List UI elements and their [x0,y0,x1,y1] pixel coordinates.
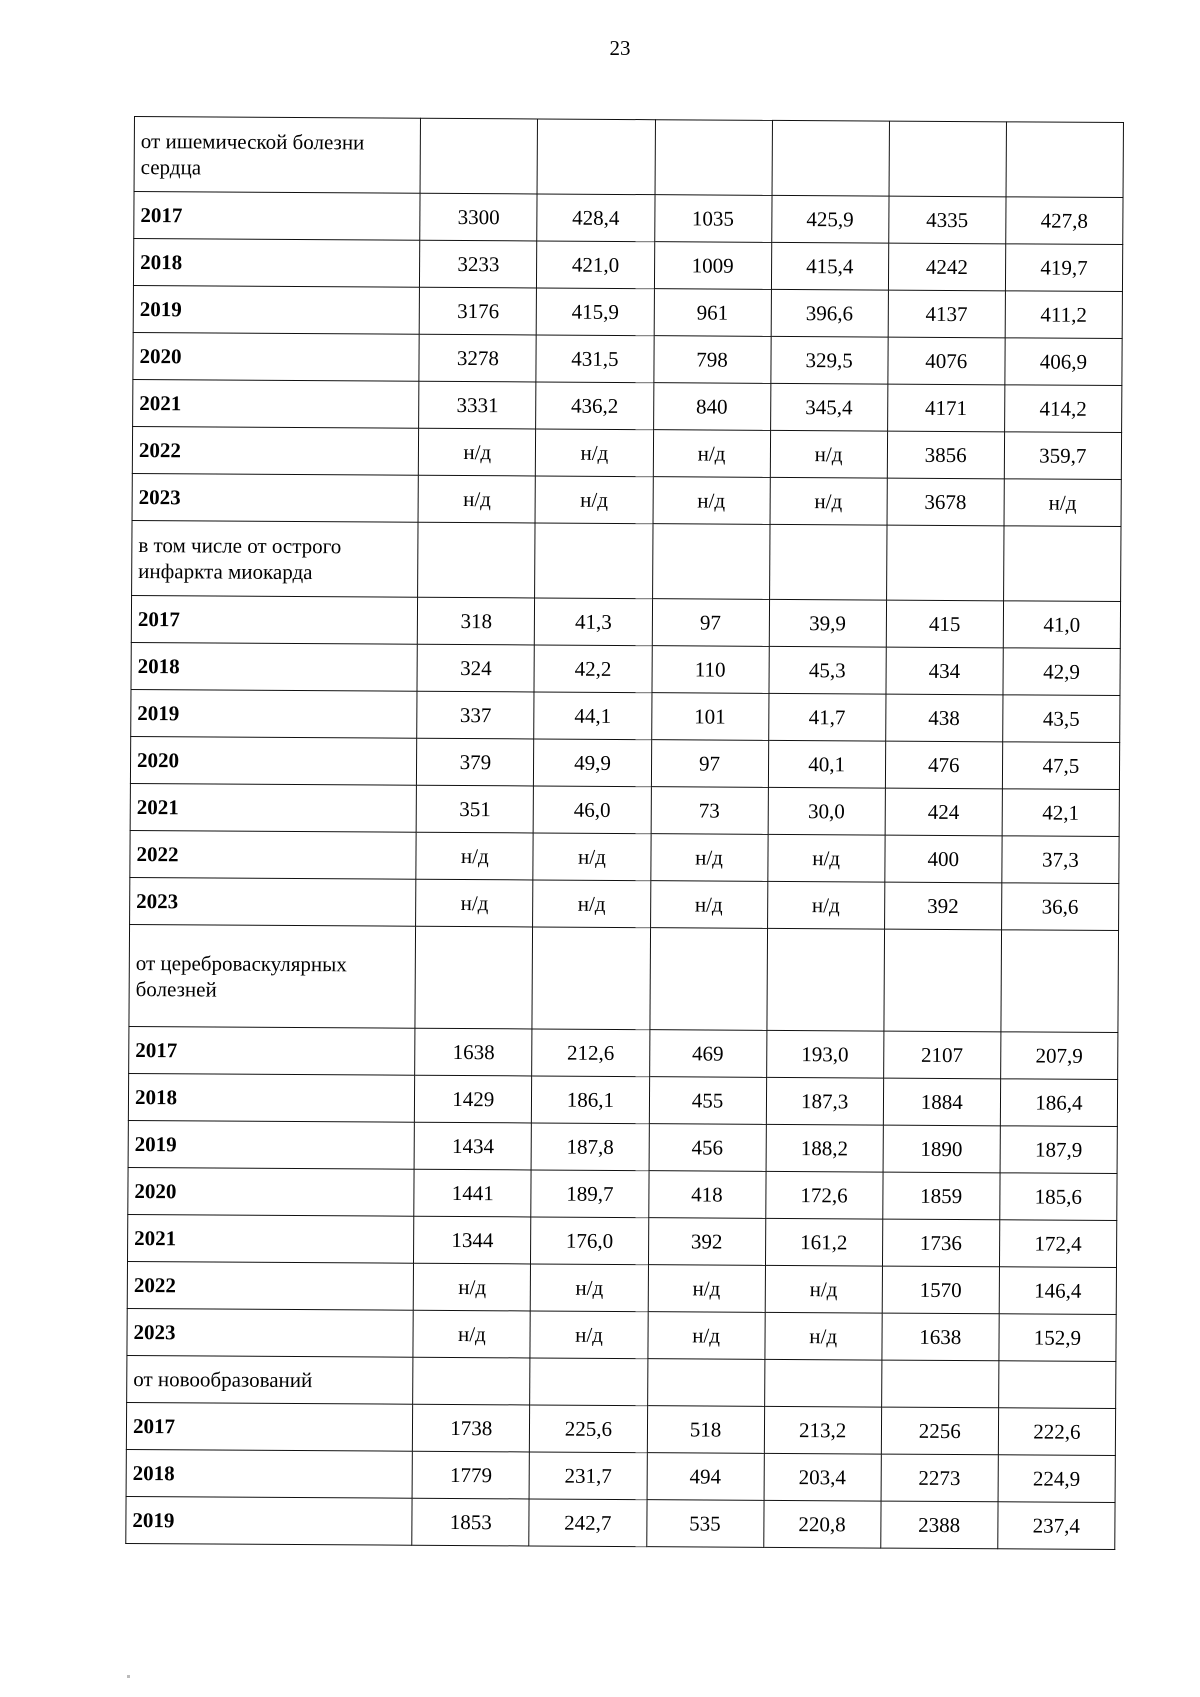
empty-cell [537,119,655,195]
year-cell: 2021 [128,1214,415,1263]
table-row [126,1496,1115,1549]
value-cell: 427,8 [1006,197,1123,245]
table-row [130,877,1119,930]
table-row [128,1214,1117,1267]
empty-cell [881,1360,998,1408]
empty-cell [532,927,650,1030]
value-cell: 351 [416,785,533,833]
value-cell: 476 [885,741,1002,789]
value-cell: 4171 [887,384,1004,432]
value-cell: 438 [885,694,1002,742]
empty-cell [647,1359,764,1407]
year-cell: 2023 [127,1308,414,1357]
year-cell: 2020 [133,332,420,381]
value-cell: 3856 [887,431,1004,479]
value-cell: 225,6 [530,1405,647,1453]
value-cell: н/д [765,1312,882,1360]
value-cell: 406,9 [1005,338,1122,386]
section-header-row [127,1355,1116,1408]
year-cell: 2017 [129,1026,416,1075]
value-cell: 798 [653,336,770,384]
value-cell: 37,3 [1002,836,1119,884]
value-cell: 3331 [419,381,536,429]
value-cell: 97 [652,599,769,647]
table-row [132,473,1121,526]
value-cell: 415,4 [771,242,888,290]
value-cell: н/д [770,477,887,525]
year-cell: 2022 [130,830,417,879]
table-row [130,830,1119,883]
empty-cell [767,928,885,1031]
value-cell: 97 [651,740,768,788]
value-cell: 2107 [883,1031,1000,1079]
table-row [126,1449,1115,1502]
empty-cell [655,120,773,196]
value-cell: 329,5 [770,336,887,384]
table-row [133,379,1122,432]
value-cell: н/д [1004,479,1121,527]
value-cell: 39,9 [769,599,886,647]
value-cell: 1035 [654,195,771,243]
year-cell: 2023 [132,473,419,522]
value-cell: 40,1 [768,740,885,788]
value-cell: 421,0 [537,241,654,289]
value-cell: 1736 [882,1219,999,1267]
value-cell: 207,9 [1000,1032,1117,1080]
value-cell: 318 [418,597,535,645]
scan-speck [127,1675,130,1678]
value-cell: 359,7 [1004,432,1121,480]
year-cell: 2021 [133,379,420,428]
value-cell: 49,9 [534,739,651,787]
value-cell: 161,2 [765,1218,882,1266]
table-row [131,595,1120,648]
value-cell: 172,6 [765,1171,882,1219]
value-cell: н/д [648,1265,765,1313]
value-cell: 242,7 [529,1499,646,1547]
value-cell: н/д [767,881,884,929]
value-cell: н/д [416,879,533,927]
year-cell: 2020 [128,1167,415,1216]
year-cell: 2021 [130,783,417,832]
empty-cell [530,1358,647,1406]
value-cell: 41,7 [768,693,885,741]
empty-cell [420,118,538,194]
value-cell: 1429 [415,1075,532,1123]
value-cell: 1434 [414,1122,531,1170]
year-cell: 2019 [133,285,420,334]
value-cell: 2388 [880,1501,997,1549]
empty-cell [1001,930,1119,1033]
value-cell: 189,7 [531,1170,648,1218]
value-cell: 186,4 [1000,1079,1117,1127]
empty-cell [772,120,890,196]
empty-cell [1006,122,1124,198]
value-cell: 4335 [888,196,1005,244]
value-cell: н/д [653,430,770,478]
value-cell: 415 [886,600,1003,648]
section-label: от цереброваскулярных болезней [129,924,416,1028]
empty-cell [998,1361,1115,1409]
table-row [126,1402,1115,1455]
value-cell: 2256 [881,1407,998,1455]
value-cell: 3233 [420,240,537,288]
table-row [132,426,1121,479]
value-cell: 45,3 [769,646,886,694]
year-cell: 2018 [133,239,420,288]
value-cell: н/д [650,834,767,882]
value-cell: 518 [647,1406,764,1454]
table-row [133,285,1122,338]
page-number: 23 [609,36,631,60]
value-cell: 41,3 [535,598,652,646]
value-cell: 203,4 [764,1453,881,1501]
value-cell: 425,9 [771,195,888,243]
year-cell: 2019 [126,1496,413,1545]
value-cell: 1853 [412,1498,529,1546]
empty-cell [764,1359,881,1407]
value-cell: н/д [536,429,653,477]
table-row [130,783,1119,836]
year-cell: 2023 [130,877,417,926]
value-cell: 1441 [414,1169,531,1217]
table-row [130,736,1119,789]
empty-cell [886,525,1004,601]
empty-cell [1003,526,1121,602]
value-cell: 415,9 [537,288,654,336]
value-cell: 220,8 [763,1500,880,1548]
value-cell: 46,0 [534,786,651,834]
year-cell: 2018 [131,642,418,691]
value-cell: 4137 [888,290,1005,338]
value-cell: 392 [884,882,1001,930]
value-cell: н/д [647,1312,764,1360]
year-cell: 2019 [131,689,418,738]
value-cell: 1738 [413,1404,530,1452]
value-cell: 42,1 [1002,789,1119,837]
value-cell: н/д [653,477,770,525]
value-cell: 414,2 [1004,385,1121,433]
value-cell: 3278 [419,334,536,382]
table-row [127,1261,1116,1314]
value-cell: 418 [648,1171,765,1219]
value-cell: 494 [647,1453,764,1501]
value-cell: н/д [535,476,652,524]
value-cell: 431,5 [536,335,653,383]
value-cell: 1884 [883,1078,1000,1126]
mortality-table [125,116,1124,1550]
table-row [133,332,1122,385]
section-header-row [134,117,1123,198]
value-cell: н/д [770,430,887,478]
empty-cell [535,523,653,599]
value-cell: 419,7 [1005,244,1122,292]
empty-cell [889,121,1007,197]
value-cell: 212,6 [532,1029,649,1077]
value-cell: 146,4 [999,1267,1116,1315]
value-cell: 455 [649,1077,766,1125]
year-cell: 2018 [128,1073,415,1122]
value-cell: н/д [533,880,650,928]
section-label: в том числе от острого инфаркта миокарда [132,520,419,597]
value-cell: 47,5 [1002,742,1119,790]
value-cell: н/д [413,1263,530,1311]
value-cell: 44,1 [534,692,651,740]
value-cell: н/д [531,1264,648,1312]
value-cell: 188,2 [766,1124,883,1172]
value-cell: 3176 [419,287,536,335]
value-cell: н/д [413,1310,530,1358]
value-cell: 961 [654,289,771,337]
value-cell: н/д [533,833,650,881]
value-cell: 101 [651,693,768,741]
value-cell: 1344 [414,1216,531,1264]
value-cell: 1779 [412,1451,529,1499]
value-cell: 456 [649,1124,766,1172]
value-cell: н/д [530,1311,647,1359]
value-cell: 185,6 [1000,1173,1117,1221]
value-cell: 434 [886,647,1003,695]
value-cell: 396,6 [771,289,888,337]
value-cell: 224,9 [998,1455,1115,1503]
table-row [134,192,1123,245]
year-cell: 2019 [128,1120,415,1169]
value-cell: 187,3 [766,1077,883,1125]
empty-cell [769,524,887,600]
value-cell: 345,4 [770,383,887,431]
value-cell: 110 [651,646,768,694]
value-cell: 411,2 [1005,291,1122,339]
value-cell: 379 [417,738,534,786]
value-cell: н/д [767,834,884,882]
value-cell: 187,9 [1000,1126,1117,1174]
value-cell: 3300 [420,193,537,241]
value-cell: 392 [648,1218,765,1266]
table-row [128,1120,1117,1173]
table-row [131,642,1120,695]
year-cell: 2020 [130,736,417,785]
value-cell: 186,1 [532,1076,649,1124]
empty-cell [884,929,1002,1032]
value-cell: 152,9 [999,1314,1116,1362]
value-cell: 428,4 [537,194,654,242]
value-cell: 36,6 [1001,883,1118,931]
value-cell: 172,4 [999,1220,1116,1268]
year-cell: 2017 [134,192,421,241]
section-header-row [132,520,1121,601]
section-header-row [129,924,1119,1032]
year-cell: 2017 [131,595,418,644]
value-cell: 2273 [881,1454,998,1502]
value-cell: 4076 [888,337,1005,385]
value-cell: 193,0 [766,1030,883,1078]
value-cell: 237,4 [998,1502,1115,1550]
value-cell: 41,0 [1003,601,1120,649]
value-cell: 436,2 [536,382,653,430]
table-row [131,689,1120,742]
empty-cell [652,524,770,600]
value-cell: 4242 [888,243,1005,291]
empty-cell [413,1357,530,1405]
year-cell: 2018 [126,1449,413,1498]
value-cell: 1570 [882,1266,999,1314]
value-cell: 400 [885,835,1002,883]
value-cell: 231,7 [529,1452,646,1500]
value-cell: 42,9 [1003,648,1120,696]
value-cell: 337 [417,691,534,739]
value-cell: 222,6 [998,1408,1115,1456]
value-cell: н/д [765,1265,882,1313]
value-cell: 324 [417,644,534,692]
value-cell: н/д [650,881,767,929]
value-cell: 43,5 [1003,695,1120,743]
table-body [126,117,1124,1550]
value-cell: 1638 [882,1313,999,1361]
value-cell: 73 [651,787,768,835]
section-label: от новообразований [127,1355,414,1404]
value-cell: 187,8 [531,1123,648,1171]
table-row [133,239,1122,292]
year-cell: 2022 [132,426,419,475]
year-cell: 2022 [127,1261,414,1310]
table-row [129,1026,1118,1079]
empty-cell [418,522,536,598]
value-cell: н/д [418,475,535,523]
table-row [127,1308,1116,1361]
value-cell: 424 [885,788,1002,836]
value-cell: н/д [419,428,536,476]
empty-cell [649,928,767,1031]
value-cell: 1638 [415,1028,532,1076]
value-cell: 213,2 [764,1406,881,1454]
value-cell: 30,0 [768,787,885,835]
value-cell: 1009 [654,242,771,290]
section-label: от ишемической болезни сердца [134,117,421,194]
value-cell: н/д [416,832,533,880]
value-cell: 840 [653,383,770,431]
empty-cell [415,926,533,1029]
table-row [128,1073,1117,1126]
value-cell: 535 [646,1500,763,1548]
value-cell: 176,0 [531,1217,648,1265]
value-cell: 1859 [882,1172,999,1220]
value-cell: 3678 [887,478,1004,526]
value-cell: 42,2 [534,645,651,693]
value-cell: 1890 [883,1125,1000,1173]
table-row [128,1167,1117,1220]
value-cell: 469 [649,1030,766,1078]
year-cell: 2017 [126,1402,413,1451]
